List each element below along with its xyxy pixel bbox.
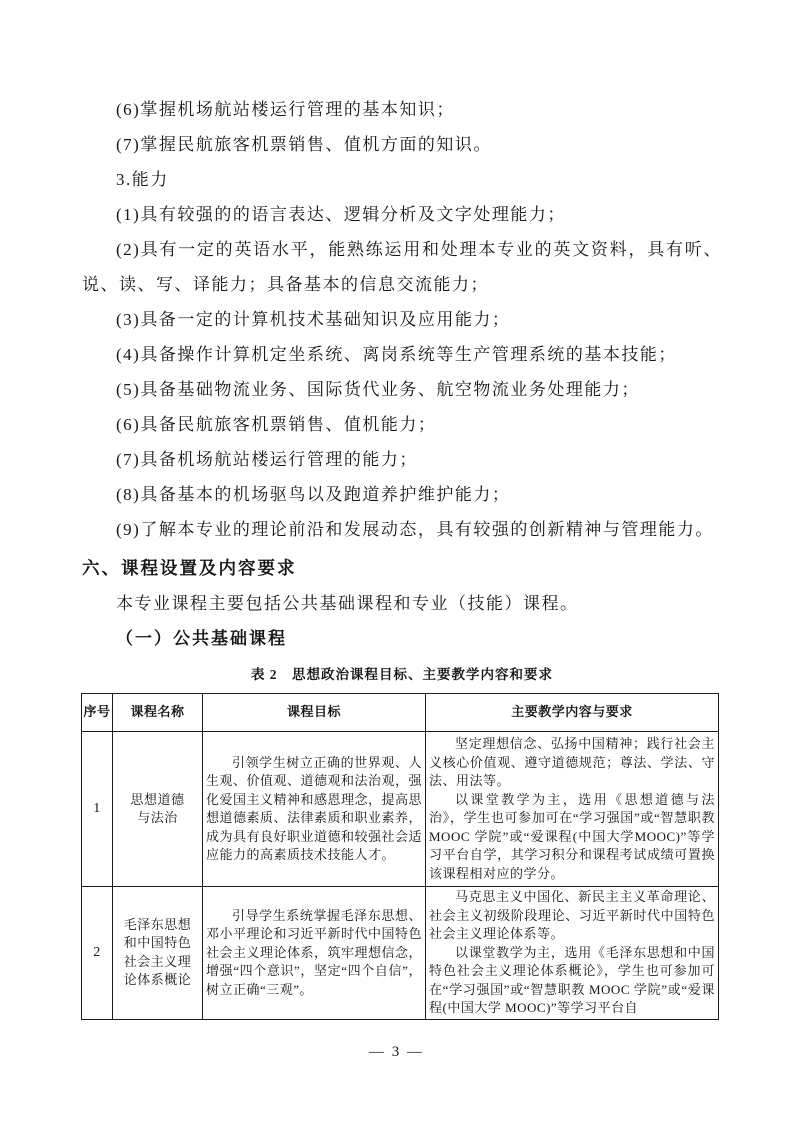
body-paragraph: (2)具有一定的英语水平，能熟练运用和处理本专业的英文资料，具有听、说、读、写、译能力；具备基本的信息交流能力； bbox=[82, 240, 722, 294]
body-paragraph: (6)掌握机场航站楼运行管理的基本知识； bbox=[116, 100, 455, 119]
content-paragraph: 以课堂教学为主，选用《思想道德与法治》，学生也可参加可在“学习强国”或“智慧职教 MOOC 学院”或“爱课程(中国大学MOOC)”等学习平台自学，其学习积分和课程考试成绩可置换该课程相对应的学分。 bbox=[429, 791, 715, 881]
body-paragraph: (6)具备民航旅客机票销售、值机能力； bbox=[116, 415, 437, 434]
table-caption: 表 2 思想政治课程目标、主要教学内容和要求 bbox=[250, 667, 554, 682]
teaching-content-cell bbox=[426, 732, 719, 887]
column-header-course-name: 课程名称 bbox=[113, 694, 203, 732]
page-number: — 3 — bbox=[369, 1044, 424, 1060]
subsection-heading: （一）公共基础课程 bbox=[116, 629, 287, 648]
body-paragraph: 3.能力 bbox=[116, 170, 169, 189]
body-paragraph: (8)具备基本的机场驱鸟以及跑道养护维护能力； bbox=[116, 485, 511, 504]
course-name-line: 论体系概论 bbox=[123, 972, 192, 988]
content-paragraph: 以课堂教学为主，选用《毛泽东思想和中国特色社会主义理论体系概论》，学生也可参加可在“学习强国”或“智慧职教 MOOC 学院”或“爱课程(中国大学 MOOC)”等学习平台自 bbox=[429, 944, 715, 1015]
row-number-cell: 1 bbox=[82, 732, 113, 887]
section-heading: 六、课程设置及内容要求 bbox=[82, 558, 297, 578]
body-paragraph: (3)具备一定的计算机技术基础知识及应用能力； bbox=[116, 310, 511, 329]
content-paragraph: 坚定理想信念、弘扬中国精神；践行社会主义核心价值观、遵守道德规范；尊法、学法、守法、用法等。 bbox=[429, 736, 715, 788]
course-name-line: 社会主义理 bbox=[123, 953, 192, 969]
course-name-line: 与法治 bbox=[137, 810, 178, 825]
body-paragraph: (7)具备机场航站楼运行管理的能力； bbox=[116, 450, 418, 469]
content-paragraph: 马克思主义中国化、新民主主义革命理论、社会主义初级阶段理论、习近平新时代中国特色社会主义理论体系等。 bbox=[429, 889, 715, 941]
body-paragraph: (1)具有较强的的语言表达、逻辑分析及文字处理能力； bbox=[116, 205, 566, 224]
column-header-course-goal: 课程目标 bbox=[203, 694, 426, 732]
body-paragraph: (5)具备基础物流业务、国际货代业务、航空物流业务处理能力； bbox=[116, 380, 640, 399]
course-name-cell bbox=[113, 732, 203, 887]
table-row bbox=[82, 887, 719, 1020]
body-paragraph: (9)了解本专业的理论前沿和发展动态，具有较强的创新精神与管理能力。 bbox=[116, 520, 714, 539]
page-content bbox=[82, 92, 722, 1020]
teaching-content-cell bbox=[426, 887, 719, 1020]
course-goal-cell bbox=[203, 887, 426, 1020]
goal-paragraph: 引领学生树立正确的世界观、人生观、价值观、道德观和法治观，强化爱国主义精神和感恩理念，提高思想道德素质、法律素质和职业素养，成为具有良好职业道德和较强社会适应能力的高素质技术技能人才。 bbox=[206, 754, 423, 862]
body-paragraph: (7)掌握民航旅客机票销售、值机方面的知识。 bbox=[116, 135, 492, 154]
row-number-cell: 2 bbox=[82, 887, 113, 1020]
course-name-line: 毛泽东思想 bbox=[123, 916, 192, 932]
course-name-line: 思想道德 bbox=[130, 791, 185, 807]
goal-paragraph: 引导学生系统掌握毛泽东思想、邓小平理论和习近平新时代中国特色社会主义理论体系，筑牢理想信念，增强“四个意识”，坚定“四个自信”，树立正确“三观”。 bbox=[206, 907, 423, 997]
course-table bbox=[81, 693, 719, 1020]
intro-paragraph: 本专业课程主要包括公共基础课程和专业（技能）课程。 bbox=[116, 594, 579, 613]
table-header-row bbox=[82, 694, 719, 732]
course-name-cell bbox=[113, 887, 203, 1020]
course-name-line: 和中国特色 bbox=[123, 935, 192, 951]
column-header-index: 序号 bbox=[82, 694, 113, 732]
column-header-teaching-content: 主要教学内容与要求 bbox=[426, 694, 719, 732]
table-row bbox=[82, 732, 719, 887]
course-goal-cell bbox=[203, 732, 426, 887]
body-paragraph: (4)具备操作计算机定坐系统、离岗系统等生产管理系统的基本技能； bbox=[116, 345, 677, 364]
